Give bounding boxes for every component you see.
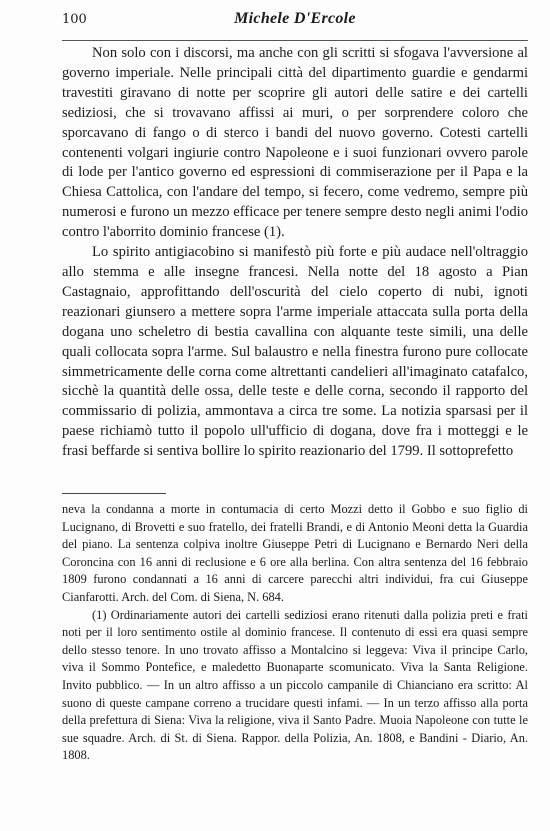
body-paragraph-2: Lo spirito antigiacobino si manifestò più forte e più audace nell'oltraggio allo stemma e alle insegne francesi. Nella notte del 18 agosto a Pian Castagnaio, approfittando dell'oscurità del cielo coperto di nubi, ignoti reazionari giunsero a mettere sopra l'arme imperiale attaccata sulla porta della dogana uno scheletro di bestia cavallina con alquante teste simili, una delle quali collocata sopra l'arme. Sul balaustro e nella finestra furono pure collocate simmetricamente delle corna come altrettanti candelieri all'imaginato catafalco, sicchè la quantità delle ossa, delle teste e delle corna, secondo il rapporto del commissario di polizia, ammontava a circa tre some. La notizia sparsasi per il paese richiamò tutto il popolo ull'ufficio di dogana, dove fra i motteggi e le frasi beffarde si sentiva bollire lo spirito reazionario del 1799. Il sottoprefetto xyxy=(62,244,528,460)
header-rule xyxy=(62,40,528,41)
page-number: 100 xyxy=(62,12,87,27)
footnotes xyxy=(62,501,528,765)
footnote-continuation: neva la condanna a morte in contumacia di certo Mozzi detto il Gobbo e suo figlio di Lucignano, di Brovetti e suo fratello, dei fratelli Brandi, e di Antonio Meoni detta la Guardia del piano. La sentenza colpiva inoltre Giuseppe Petri di Lucignano e Bernardo Neri della Coroncina con 16 anni di reclusione e 6 ore alla berlina. Con altra sentenza del 16 febbraio 1809 furono condannati a 16 anni di carcere parecchi altri individui, fra cui Giuseppe Cianfarotti. Arch. del Com. di Siena, N. 684. xyxy=(62,502,528,604)
running-header xyxy=(62,12,528,38)
running-title: Michele D'Ercole xyxy=(234,10,356,27)
footnote-1: (1) Ordinariamente autori dei cartelli sediziosi erano ritenuti dalla polizia preti e frati noti per il loro sentimento ostile al dominio francese. Il contenuto di essi era quasi sempre dello stesso tenore. In uno trovato affisso a Montalcino si leggeva: Viva il principe Carlo, viva il Sommo Pontefice, e maledetto Buonaparte scomunicato. Viva la Santa Religione. Invito pubblico. — In un altro affisso a un piccolo campanile di Chianciano era scritto: Al suono di queste campane correno a trucidare questi infami. — In un terzo affisso alla porta della prefettura di Siena: Viva la religione, viva il Santo Padre. Muoia Napoleone con tutte le sue squadre. Arch. di St. di Siena. Rappor. della Polizia, An. 1808, e Bandini - Diario, An. 1808. xyxy=(62,607,528,763)
footnote-rule xyxy=(62,493,166,494)
body-paragraph-1: Non solo con i discorsi, ma anche con gli scritti si sfogava l'avversione al governo imperiale. Nelle principali città del dipartimento guardie e gendarmi travestiti giravano di notte per scoprire gli autori delle satire e dei cartelli sediziosi, che si trovavano affissi ai muri, o per sorprendere coloro che sporcavano di fango o di sterco i bandi del nuovo governo. Cotesti cartelli contenenti volgari ingiurie contro Napoleone e i suoi funzionari ovvero parole di lode per l'antico governo ed espressioni di commiserazione per il Papa e la Chiesa Cattolica, con l'andare del tempo, si fecero, come vedremo, sempre più numerosi e furono un mezzo efficace per tenere sempre desto negli animi l'odio contro l'aborrito dominio francese (1). xyxy=(62,45,528,241)
main-text xyxy=(62,44,528,462)
